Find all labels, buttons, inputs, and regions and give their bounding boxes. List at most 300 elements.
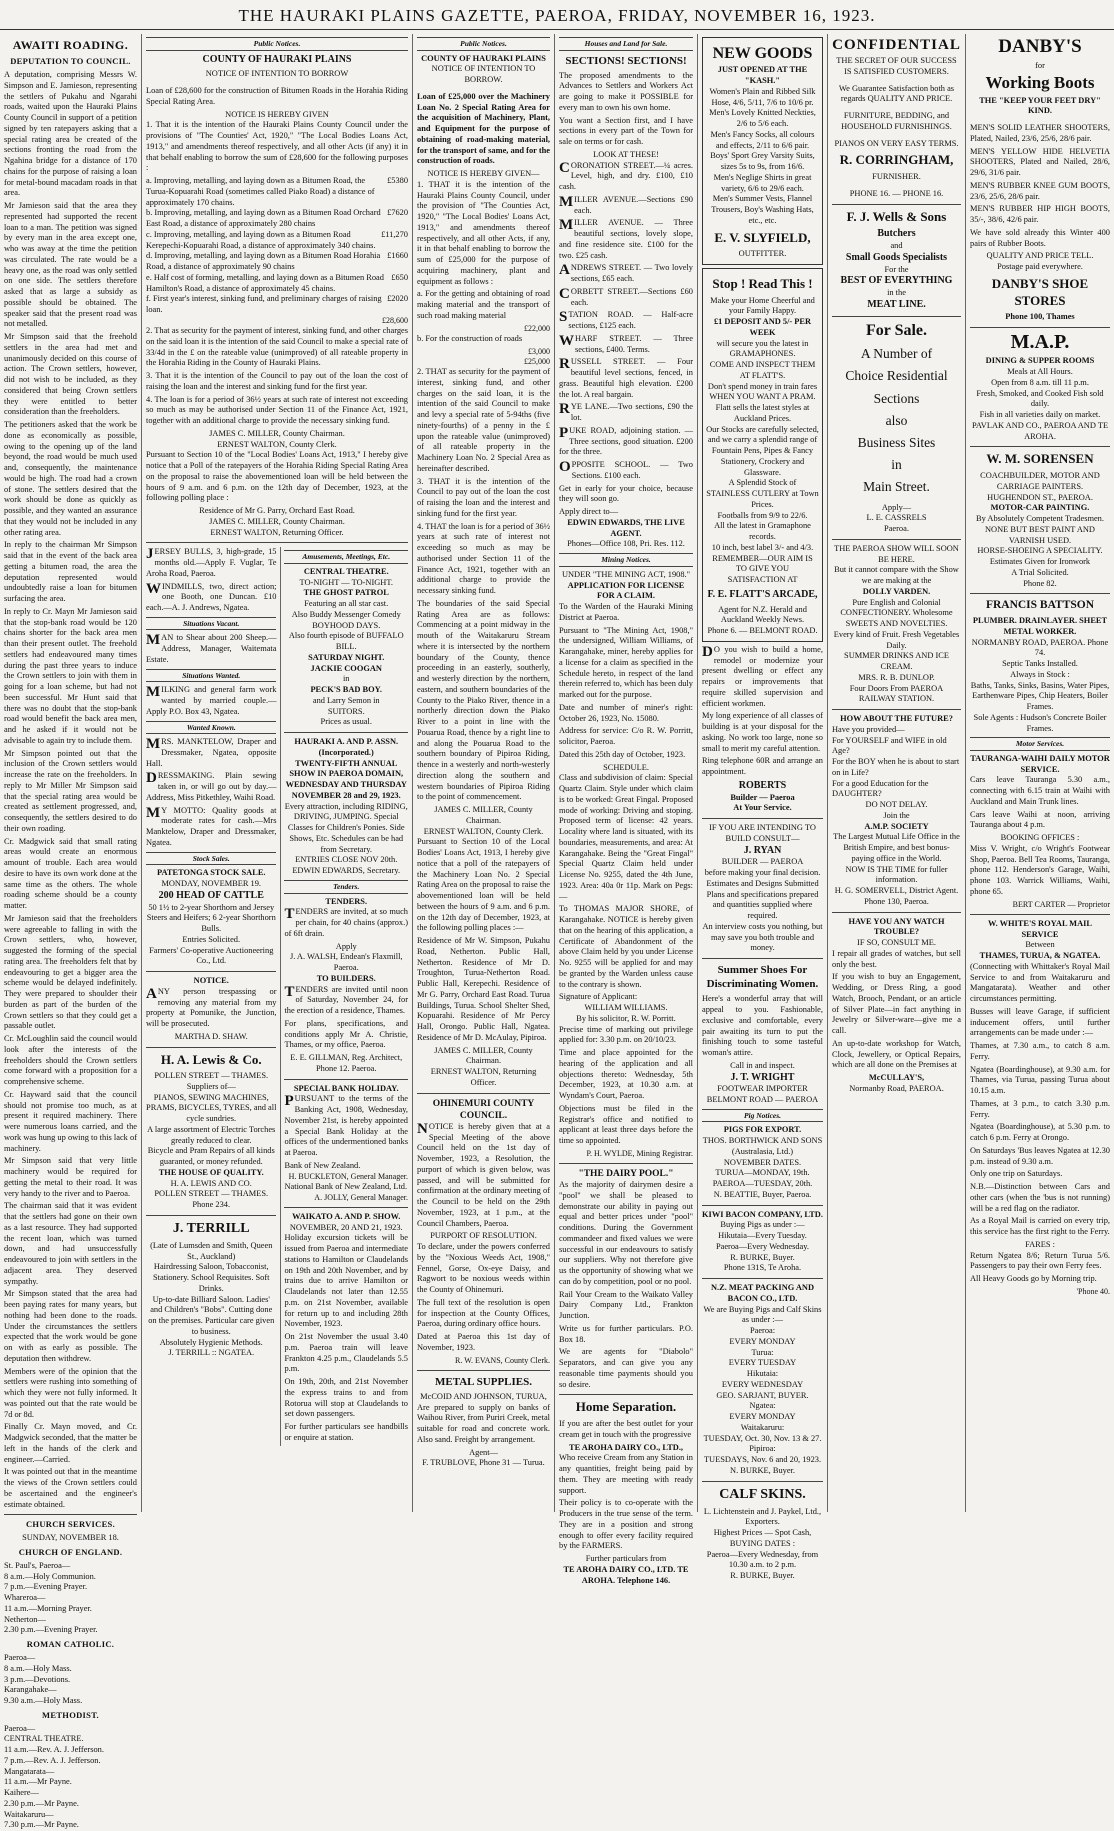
for-sale-line: A Number of	[860, 346, 933, 362]
loan-item-value: £650	[391, 272, 408, 282]
section-header: Situations Wanted.	[146, 669, 276, 683]
column-2	[141, 34, 412, 1512]
new-goods-item: Men's Fancy Socks, all colours and effects, 2/11 to 6/6 pair.	[710, 129, 815, 150]
confidential-text: THE SECRET OF OUR SUCCESS IS SATISFIED CUSTOMERS.	[836, 56, 957, 76]
loan-item-text: d. Improving, metalling, and laying down as a Bitumen Road Horahia Road, a distance of approximately 90 chains	[146, 251, 381, 272]
confidential-text: We Guarantee Satisfaction both as regards QUALITY AND PRICE.	[838, 83, 955, 104]
summer-shoes-text: Call in and inspect.	[730, 1060, 795, 1070]
pig-text: NOVEMBER DATES.	[723, 1157, 802, 1167]
builder-text: IF YOU ARE INTENDING TO BUILD CONSULT—	[709, 823, 816, 843]
dairy-pool-title: "THE DAIRY POOL."	[578, 1169, 674, 1179]
classified-ad: WINDMILLS, two, direct action; one Booth, one Duncan. £10 each.—A. J. Andrews, Ngatea.	[146, 580, 277, 613]
for-sale-apply: Apply—	[881, 502, 912, 512]
pig-export-title: PIGS FOR EXPORT.	[723, 1125, 802, 1135]
council-text: NOTICE is hereby given that at a Special Meeting of the above Council held on the 1st day of November, 1923, a Resolution, the purport of which is given below, was passed, and will be submitted for confirmation at the ordinary meeting of the Council to be held on the 29th November, 1923, at 1 p.m., at the Council Chambers, Paeroa.	[417, 1120, 550, 1228]
signature: JAMES C. MILLER, County Chairman.	[209, 516, 345, 526]
church-line: 9.30 a.m.—Holy Mass.	[4, 1696, 83, 1706]
stock-sale-lines: 50 1½ to 2-year Shorthorn and Jersey Steers and Heifers; 6 2-year Shorthorn Bulls.	[146, 902, 276, 934]
builder-text: DO you wish to build a home, remodel or modernize your present dwelling or effect any repairs or improvements that require skilled supervision and efficient workmen.	[702, 643, 823, 708]
dairy-pool-text: As the majority of dairymen desire a "pool" we shall be pleased to demonstrate our ability in paying out equal and better prices under "pool" conditions. During the Government commandeer and fixed values we were successful in our endeavours to satisfy our suppliers. Why not therefore give us the opportunity of showing what we can do by competition, pool or no pool.	[559, 1180, 693, 1286]
tender-title: TENDERS.	[325, 896, 368, 906]
nz-meat-title: N.Z. MEAT PACKING AND BACON CO., LTD.	[710, 1283, 815, 1303]
calf-text: R. BURKE, Buyer.	[730, 1571, 795, 1581]
metal-text: Agent—	[469, 1447, 498, 1457]
danby-stores: DANBY'S SHOE STORES	[991, 275, 1089, 308]
church-list	[4, 1724, 137, 1831]
mining-text: Date and number of miner's right: October 26, 1923, No. 15080.	[559, 702, 693, 723]
column-6	[827, 34, 965, 1512]
future-text: DO NOT DELAY.	[865, 800, 928, 810]
notice-text: ANY person trespassing or removing any material from my property at Pomunike, the Junction, will be prosecuted.	[146, 985, 277, 1029]
advertiser-address: POLLEN STREET — THAMES.	[154, 1071, 269, 1081]
calf-skins-title: CALF SKINS.	[719, 1486, 806, 1502]
loan-item-text: a. Improving, metalling, and laying down as a Bitumen Road, the Turua-Kopuarahi Road (sometimes called Piako Road) a distance of approximately 170 chains.	[146, 176, 375, 207]
battson-text: Baths, Tanks, Sinks, Basins, Water Pipes, Earthenware Pipes, Chip Heaters, Boiler Frames.	[970, 680, 1110, 712]
sections-text: You want a Section first, and I have sections in every part of the Town for sale on terms or for cash.	[559, 115, 693, 147]
dolly-varden-text: MRS. R. B. DUNLOP.	[858, 672, 935, 682]
signature: JAMES C. MILLER, County Chairman.	[434, 805, 533, 825]
home-separation-text: Who receive Cream from any Station in any quantities, freight being paid by them. They are meeting with ready support.	[559, 1453, 693, 1495]
mail-text: Only one trip on Saturdays.	[970, 1169, 1063, 1179]
stock-sale-entries: Entries Solicited.	[182, 934, 241, 944]
battson-text: NORMANBY ROAD, PAEROA. Phone 74.	[971, 637, 1109, 658]
battson-text: Septic Tanks Installed.	[1002, 659, 1078, 669]
church-date: SUNDAY, NOVEMBER 18.	[22, 1533, 119, 1543]
classified-ad: MY MOTTO: Quality goods at moderate rates for cash.—Mrs Manktelow, Draper and Dressmaker, Ngatea.	[146, 804, 277, 847]
loan-item	[146, 273, 408, 295]
future-text: For a good Education for the DAUGHTER?	[832, 778, 929, 799]
watch-title: HAVE YOU ANY WATCH TROUBLE?	[848, 916, 945, 937]
column-7	[965, 34, 1114, 1512]
home-separation-text: If you are after the best outlet for your cream get in touch with the progressive	[559, 1419, 693, 1439]
nz-meat-line: Pipiroa:	[749, 1444, 776, 1454]
map-text: Fresh, Smoked, and Cooked Fish sold daily.	[976, 388, 1104, 409]
mining-text: Dated this 25th day of October, 1923.	[559, 749, 686, 759]
mail-text: On Saturdays 'Bus leaves Ngatea at 12.30 p.m. instead of 9.30 a.m.	[970, 1145, 1110, 1166]
ad-text: Up-to-date Billiard Saloon. Ladies' and Children's "Bobs". Cutting done on the premises. Particular care given to business.	[148, 1294, 275, 1336]
new-goods-title: NEW GOODS	[712, 45, 813, 62]
butcher-text: and	[890, 240, 903, 250]
nz-meat-line: Paeroa:	[749, 1326, 776, 1336]
confidential-title: CONFIDENTIAL	[832, 37, 961, 53]
section-header: Public Notices.	[146, 37, 408, 51]
mining-text: Objections must be filed in the Registrar's office and notified to applicant at least three days before the time so appointed.	[559, 1103, 693, 1146]
calf-text: Highest Prices — Spot Cash,	[713, 1528, 812, 1538]
section-listing: WHARF STREET. — Three sections, £400. Terms.	[559, 332, 693, 354]
film-text: Also fourth episode of BUFFALO BILL.	[288, 631, 404, 652]
stop-text: COME AND INSPECT THEM AT FLATT'S.	[709, 360, 816, 380]
notice-para: 4. THAT the loan is for a period of 36½ years at such rate of interest not exceeding so much as may be authorised under Section 11 of the Finance Act, 1921, together with an additional charge to provide the necessary sinking fund.	[417, 521, 550, 596]
column-5	[697, 34, 827, 1581]
dolly-varden-title: DOLLY VARDEN.	[862, 586, 931, 596]
theatre-name: CENTRAL THEATRE.	[303, 566, 389, 576]
ad-text: Phone 234.	[192, 1200, 231, 1210]
for-sale-agent: Paeroa.	[884, 524, 909, 534]
outfitter-name: E. V. SLYFIELD,	[714, 229, 811, 245]
notice-para: 2. THAT as security for the payment of interest, sinking fund, and other charges on the said loan, it is the intention of the said Council to make and levy a special rate of 5-94ths (five ninety-fourths) of a penny in the £ upon the rateable value (unimproved) of all rateable property in the Machinery Loan No. 2 Special Area as hereinafter described.	[417, 367, 550, 473]
battson-title: FRANCIS BATTSON	[985, 599, 1095, 612]
film-text: Also Buddy Messenger Comedy BOYHOOD DAYS.	[291, 609, 401, 630]
film-title: PECK'S BAD BOY.	[310, 685, 383, 695]
tender-text: TENDERS are invited, at so much per chain, for 40 chains (approx.) of 6ft drain.	[284, 906, 408, 938]
council-signature: R. W. EVANS, County Clerk.	[455, 1355, 550, 1365]
church-line: Waitakaruru—	[4, 1809, 54, 1819]
danby-text: MEN'S RUBBER HIP HIGH BOOTS, 35/-, 38/6, 42/6 pair.	[970, 204, 1110, 225]
pig-text: Hikutaia—Every Tuesday.	[718, 1231, 807, 1241]
nz-meat-line: Ngatea:	[749, 1401, 776, 1411]
loan-item	[146, 251, 408, 273]
waikato-show-text: On 21st November the usual 3.40 p.m. Paeroa train will leave Frankton 4.25 p.m., Claudelands 5.5 p.m.	[284, 1332, 408, 1374]
section-listing: CORONATION STREET.—¼ acres. Level, high, and dry. £100, £10 cash.	[559, 159, 693, 192]
new-goods-sub: JUST OPENED AT THE "KASH."	[717, 65, 808, 86]
stop-text: A Splendid Stock of STAINLESS CUTLERY at Town Prices.	[706, 478, 819, 509]
article-title: AWAITI ROADING.	[12, 38, 129, 52]
column-4	[554, 34, 697, 1585]
builder-text: An interview costs you nothing, but may save you both trouble and money.	[702, 921, 823, 953]
motor-text: BOOKING OFFICES :	[1000, 833, 1080, 843]
section-listing: RYE LANE.—Two sections, £90 the lot.	[559, 401, 693, 423]
notice-signature: MARTHA D. SHAW.	[174, 1031, 248, 1041]
loan-item	[146, 230, 408, 252]
church-list	[4, 1561, 137, 1636]
loan-item-value: £22,000	[524, 323, 550, 333]
builder-text: Builder — Paeroa	[730, 792, 795, 802]
metal-text: F. TRUBLOVE, Phone 31 — Turua.	[422, 1458, 545, 1468]
for-sale-line: Sections	[873, 390, 920, 406]
calf-text: BUYING DATES :	[729, 1538, 796, 1548]
article-paragraph: Cr. McLoughlin said the council would look after the interests of the freeholders should the Crown settlers come forward with a proposition for a comprehensive scheme.	[4, 1034, 137, 1087]
waikato-show-text: Holiday excursion tickets will be issued from Paeroa and intermediate stations to Hamilton or Claudelands on 19th and 20th November, and by trains due to arrive Hamilton or Claudelands not later than 12.55 p.m. on 21st November, available for return up to and including 28th November, 1923.	[284, 1233, 408, 1329]
film-text: Featuring an all star cast.	[304, 599, 389, 609]
furnisher-label: FURNISHER.	[872, 172, 921, 182]
notice-para: Pursuant to Section 10 of the Local Bodies' Loans Act, 1913, I hereby give notice that a poll of the ratepayers of the Machinery Loan No. 2 Special Rating Area on the proposal to raise the abovementioned loan will be held between the hours of 9 a.m. and 6 p.m. on the 12th day of December, 1923, at the following polling places :—	[417, 837, 550, 933]
ad-text: J. TERRILL :: NGATEA.	[168, 1348, 255, 1358]
outfitter-label: OUTFITTER.	[738, 249, 787, 259]
future-text: For YOURSELF and WIFE in old Age?	[832, 735, 947, 756]
mail-text: Thames, at 3 p.m., to catch 3.30 p.m. Ferry.	[970, 1098, 1110, 1119]
section-header: Public Notices.	[417, 37, 550, 51]
loan-item: a. For the getting and obtaining of road making material and the transport of such road making material	[417, 289, 550, 320]
church-line: Mangatarata—	[4, 1766, 55, 1776]
pig-text: TURUA—MONDAY, 19th.	[715, 1168, 810, 1178]
butcher-name: F. J. Wells & Sons	[846, 208, 947, 224]
film-star: JACKIE COOGAN	[310, 663, 382, 673]
loan-item-text: e. Half cost of forming, metalling, and laying down as a Bitumen Road Hamilton's Road, a distance of approximately 45 chains.	[146, 272, 384, 293]
sections-list	[559, 161, 693, 482]
sorensen-text: Estimates Given for Ironwork	[989, 557, 1091, 567]
future-title: HOW ABOUT THE FUTURE?	[840, 714, 953, 724]
mining-act: UNDER "THE MINING ACT, 1908."	[561, 569, 691, 579]
loan-total: £25,000	[524, 356, 550, 366]
article-paragraph: Finally Cr. Mayn moved, and Cr. Madgwick seconded, that the matter be left in the hands of the clerk and engineer.—Carried.	[4, 1422, 137, 1464]
sorensen-text: MOTOR-CAR PAINTING.	[990, 503, 1090, 513]
bank-holiday-text: H. BUCKLETON, General Manager.	[288, 1171, 408, 1181]
for-sale-agent: L. E. CASSRELS	[866, 513, 927, 523]
stop-text: Footballs from 9/9 to 22/6.	[717, 510, 808, 520]
article-paragraph: Mr Jamieson said that the freeholders were agreeable to falling in with the Crown settlers, who, however, suggested the forming of the special rating area. The freeholders felt that by endeavouring to get a bigger area the scheme would be delayed indefinitely. They were prepared to shoulder their burden as part of the burden of the Crown settlers so that they could get a passable outlet.	[4, 913, 137, 1031]
loan-description: Loan of £25,000 over the Machinery Loan No. 2 Special Rating Area for the acquisition of Machinery, Plant, and Equipment for the purpose of obtaining of road-making material, for the transport of same, and for the construction of roads.	[417, 91, 550, 166]
sorensen-text: COACHBUILDER, MOTOR AND CARRIAGE PAINTERS. HUGHENDON ST., PAEROA.	[980, 471, 1100, 502]
waikato-show-text: For further particulars see handbills or enquire at station.	[284, 1422, 408, 1442]
butcher-text: Small Goods Specialists	[845, 251, 948, 263]
loan-item-value: £5380	[387, 176, 408, 186]
waikato-show-dates: NOVEMBER, 20 AND 21, 1923.	[289, 1222, 403, 1232]
bank-holiday-text: Bank of New Zealand.	[284, 1160, 361, 1170]
builder-text: before making your final decision.	[704, 868, 821, 878]
polling-place: Residence of Mr G. Parry, Orchard East Road.	[199, 506, 355, 516]
builder-name: J. RYAN	[743, 844, 782, 856]
classified-ad: JERSEY BULLS, 3, high-grade, 15 months old.—Apply F. Vuglar, Te Aroha Road, Paeroa.	[146, 546, 277, 578]
council-text: To declare, under the powers conferred by the "Noxious Weeds Act, 1908," Fennel, Gorse, Ox-eye Daisy, and Ragwort to be noxious weeds within the County of Ohinemuri.	[417, 1242, 550, 1295]
loan-item-value: £7620	[387, 208, 408, 218]
mail-service-title: W. WHITE'S ROYAL MAIL SERVICE	[988, 918, 1092, 939]
pig-text: Paeroa—Every Wednesday.	[715, 1241, 810, 1251]
sorensen-text: By Absolutely Competent Tradesmen.	[976, 514, 1104, 524]
for-sale-line: Main Street.	[863, 479, 930, 495]
classified-ad: DRESSMAKING. Plain sewing taken in, or will go out by day.—Address, Miss Pitkethley, Waihi Road.	[146, 770, 277, 802]
signature: ERNEST WALTON, County Clerk.	[217, 439, 337, 449]
section-listing: CORBETT STREET.—Sections £60 each.	[559, 285, 693, 307]
sorensen-text: Phone 82.	[1023, 578, 1057, 588]
pig-text: Buying Pigs as under :—	[720, 1220, 805, 1230]
nz-meat-line: EVERY WEDNESDAY	[721, 1379, 804, 1389]
notice-para: The boundaries of the said Special Rating Area are as follows: Commencing at a point midway in the mouth of the Waitakaruru Stream where it is intersected by the northern boundary of the County, thence proceeding in an easterly, southerly, and westerly direction by the northern, eastern, and southern boundaries of the County to the Piako River, thence in a northerly direction down the Piako River to a point in line with the Pouarua Road, thence by a right line to and along the Pouarua Road to the southern boundary of Pipiroa Riding, thence in a westerly and north-westerly direction along the southern and western boundaries of Pipiroa Riding to the point of commencement.	[417, 598, 550, 802]
article-paragraph: In reply to the chairman Mr Simpson said that in the event of the back area getting a bitumen road, the area the deputation represented would undoubtedly raise a loan for bitumen surfacing the area.	[4, 540, 137, 604]
for-sale-line: also	[885, 412, 908, 428]
church-line: Kaihere—	[4, 1788, 39, 1798]
new-goods-item: Boys' Sport Grey Varsity Suits, sizes 5s to 9s, from 16/6.	[710, 151, 815, 172]
section-header: Houses and Land for Sale.	[559, 37, 693, 51]
show-dates: WEDNESDAY AND THURSDAY NOVEMBER 28 and 29, 1923.	[285, 780, 407, 800]
loan-item-text: b. Improving, metalling, and laying down as a Bitumen Road Orchard East Road, a distance of approximately 280 chains	[146, 208, 381, 229]
builder-text: Estimates and Designs Submitted Plans and specifications prepared and quantities supplied where required.	[706, 878, 819, 921]
film-text: in	[342, 674, 350, 684]
article-paragraph: Mr Simpson said that very little machinery would be required for getting the metal to their road. It was very handy to the river and to Paeroa.	[4, 1156, 137, 1198]
film-text: SUITORS.	[327, 706, 365, 716]
ad-text: PIANOS, SEWING MACHINES, PRAMS, BICYCLES, TYRES, and all cycle sundries.	[146, 1092, 277, 1124]
section-header: Stock Sales.	[146, 852, 276, 866]
danby-text: We have sold already this Winter 400 pairs of Rubber Boots.	[970, 227, 1110, 248]
ad-text: Hairdressing Saloon, Tobacconist, Stationery. School Requisites. Soft Drinks.	[153, 1262, 270, 1293]
dolly-varden-text: SUMMER DRINKS AND ICE CREAM.	[844, 651, 949, 672]
church-line: 7 p.m.—Evening Prayer.	[4, 1582, 88, 1592]
article-subtitle: DEPUTATION TO COUNCIL.	[10, 56, 131, 67]
tender-text: For plans, specifications, and conditions apply Mr A. Christie, Thames, or my office, Paeroa.	[284, 1018, 408, 1050]
stop-text: will secure you the latest in GRAMAPHONES.	[716, 338, 809, 359]
map-text: PAVLAK AND CO., PAEROA AND TE AROHA.	[971, 420, 1109, 441]
danby-text: Postage paid everywhere.	[997, 262, 1083, 272]
pig-text: We are Buying Pigs and Calf Skins as under :—	[703, 1304, 822, 1325]
church-title: CHURCH SERVICES.	[25, 1519, 116, 1530]
butcher-text: For the	[884, 264, 909, 274]
danby-text: MEN'S SOLID LEATHER SHOOTERS, Plated, Nailed, 23/6, 25/6, 28/6 pair.	[970, 123, 1110, 143]
advertiser-name: H. A. Lewis & Co.	[160, 1051, 262, 1067]
ad-text: Absolutely Hygienic Methods.	[159, 1337, 263, 1347]
danby-text: MEN'S YELLOW HIDE HELVETIA SHOOTERS, Plated and Nailed, 28/6, 29/6, 31/6 pair.	[970, 146, 1110, 178]
tender-text: E. E. GILLMAN, Reg. Architect,	[290, 1053, 403, 1063]
council-title: OHINEMURI COUNTY COUNCIL.	[432, 1098, 535, 1121]
nz-meat-line: EVERY MONDAY	[729, 1412, 796, 1422]
agent-name: EDWIN EDWARDS, THE LIVE AGENT.	[567, 517, 685, 538]
nz-meat-line: Turua:	[751, 1347, 774, 1357]
church-heading: ROMAN CATHOLIC.	[26, 1639, 115, 1650]
loan-description: Loan of £28,600 for the construction of Bitumen Roads in the Horahia Riding Special Rating Area.	[146, 86, 408, 106]
furnisher-name: R. CORRINGHAM,	[839, 152, 954, 168]
shoe-seller-text: BELMONT ROAD — PAEROA	[706, 1095, 819, 1105]
bank-holiday-text: PURSUANT to the terms of the Banking Act, 1908, Wednesday, November 21st, is hereby appointed a Special Bank Holiday at the offices of the undermentioned banks at Paeroa.	[284, 1093, 408, 1158]
future-text: Have you provided—	[832, 724, 905, 734]
church-line: Paeroa—	[4, 1653, 36, 1663]
masthead: THE HAURAKI PLAINS GAZETTE, PAEROA, FRIDAY, NOVEMBER 16, 1923.	[0, 0, 1114, 30]
section-listing: STATION ROAD. — Half-acre sections, £125 each.	[559, 309, 693, 331]
new-goods-item: Men's Lovely Knitted Neckties, 2/6 to 5/6 each.	[709, 108, 816, 129]
notice-para: 3. THAT it is the intention of the Council to pay out of the loan the cost of raising the loan and the interest and sinking fund for the first year.	[417, 476, 550, 518]
mail-text: FARES :	[1025, 1239, 1055, 1249]
dolly-varden-text: Pure English and Colonial CONFECTIONERY. Wholesome SWEETS AND NOVELTIES.	[840, 597, 953, 629]
stock-sale-title: PATETONGA STOCK SALE.	[156, 868, 266, 878]
notice-para: 1. THAT it is the intention of the Hauraki Plains County Council, under the provision of "The Counties Act, 1920," "The Local Bodies' Loans Act, 1913," and amendments thereof respectively, and all other Acts, if any, it in that behalf enabling to borrow the sum of £25,000 for the purpose of acquiring machinery, plant and equipment as follows :	[417, 179, 550, 286]
loan-item-text: c. Improving, metalling, and laying down as a Bitumen Road Kerepechi-Kopuarahi Road, a distance of approximately 340 chains.	[146, 229, 376, 250]
mining-text: Address for service: C/o R. W. Porritt, solicitor, Paeroa.	[559, 726, 693, 747]
show-title: TWENTY-FIFTH ANNUAL SHOW IN PAEROA DOMAIN,	[289, 758, 404, 779]
article-paragraph: Cr. Hayward said that the council should not promise too much, as at present it required machinery. There were numerous loans carried, and the work was hung up owing to this lack of machinery.	[4, 1089, 137, 1153]
ad-text: POLLEN STREET — THAMES.	[154, 1189, 269, 1199]
mail-text: 'Phone 40.	[1076, 1286, 1110, 1296]
mining-text: Precise time of marking out privilege applied for: 3.30 p.m. on 20/10/23.	[559, 1024, 693, 1045]
stop-text: Make your Home Cheerful and your Family Happy.	[710, 295, 815, 316]
notice-para: 3. That it is the intention of the Council to pay out of the loan the cost of raising the loan and the interest and sinking fund for the first year.	[146, 371, 408, 391]
sections-text: Get in early for your choice, because they will soon go.	[559, 483, 693, 504]
pig-text: PAEROA—TUESDAY, 20th.	[712, 1179, 813, 1189]
church-line: 8 a.m.—Holy Communion.	[4, 1571, 96, 1581]
mail-text: All Heavy Goods go by Morning trip.	[970, 1274, 1097, 1284]
mail-text: Thames, at 7.30 a.m., to catch 8 a.m. Ferry.	[970, 1041, 1110, 1061]
notice-hereby: NOTICE IS HEREBY GIVEN	[225, 109, 329, 119]
flatt-name: F. E. FLATT'S ARCADE,	[707, 588, 818, 600]
section-listing: RUSSELL STREET. — Four beautiful level sections, fenced, in grass. Beautiful high elevation. £200 the lot. A real bargain.	[559, 356, 693, 399]
map-title: M.A.P.	[1010, 330, 1070, 353]
nz-meat-line: Waitakaruru:	[740, 1422, 785, 1432]
stop-text: Don't spend money in train fares WHEN YOU WANT A PRAM. Flatt sells the latest styles at Auckland Prices.	[707, 381, 818, 423]
amp-text: NOW IS THE TIME for fuller information.	[845, 864, 948, 885]
church-line: 11 a.m.—Rev. A. J. Jefferson.	[4, 1745, 104, 1755]
church-line: 11 a.m.—Morning Prayer.	[4, 1603, 92, 1613]
article-paragraph: Mr Simpson said that the freehold settlers in the area had met and unanimously decided on this course of action. The Crown settlers, however, did not wish to be included, as they considered that being Crown settlers they were entitled to better consideration than the freeholders.	[4, 332, 137, 417]
church-line: 7 p.m.—Rev. A. J. Jefferson.	[4, 1755, 101, 1765]
article-paragraph: A deputation, comprising Messrs W. Simpson and E. Jamieson, representing the settlers of Pukahu and Ngarahi roads, waited upon the Hauraki Plains County Council in support of a petition signed by ten ratepayers asking that a special rating area be created of the sections fronting the road from the Ngahina bridge for a distance of 170 chains for the purpose of raising a loan for metal-bound macadam roads in that area.	[4, 70, 137, 198]
metal-text: Are prepared to supply on banks of Waihou River, from Puriri Creek, metal suitable for road and concrete work. Also sand. Freight by arrangement.	[417, 1402, 550, 1444]
article-paragraph: Mr Simpson stated that the area had been paying rates for many years, but nothing had been done to the roads. Under the circumstances the settlers expected that the work would be gone on with as early as possible. The deputation then withdrew.	[4, 1289, 137, 1363]
future-text: For the BOY when he is about to start on in Life?	[832, 757, 960, 777]
bank-holiday-text: A. JOLLY, General Manager.	[314, 1192, 408, 1202]
summer-shoes-text: Here's a wonderful array that will appeal to you. Fashionable, exclusive and comfortable, every pair awaiting its turn to put the finishing touch to some tasteful woman's attire.	[702, 994, 823, 1058]
calf-text: L. Lichtenstein and J. Paykel, Ltd., Exporters.	[703, 1506, 822, 1527]
advertiser-name: J. TERRILL	[172, 1220, 250, 1236]
watch-text: If you wish to buy an Engagement, Wedding, or Dress Ring, a good Watch, Brooch, Pendant, or an article of Silver Plate—in fact anything in Jewelry or Silver-ware—give me a call.	[832, 972, 961, 1036]
theatre-tonight: TO-NIGHT — TO-NIGHT.	[299, 577, 393, 587]
church-line: Paeroa—	[4, 1723, 36, 1733]
section-listing: MILLER AVENUE. — Three beautiful sections, lovely slope, and fine residence site. £100 for the two. £25 cash.	[559, 217, 693, 260]
waikato-show-text: On 19th, 20th, and 21st November the express trains to and from Rotorua will stop at Claudelands to set down passengers.	[284, 1377, 408, 1419]
metal-firm: McCOID AND JOHNSON, TURUA,	[420, 1391, 547, 1401]
stop-text: All the latest in Gramaphone records.	[714, 521, 811, 542]
danby-title: Working Boots	[985, 73, 1095, 93]
bank-holiday-title: SPECIAL BANK HOLIDAY.	[293, 1083, 399, 1093]
church-line: St. Paul's, Paeroa—	[4, 1560, 71, 1570]
mining-text: To THOMAS MAJOR SHORE, of Karangahake. NOTICE is hereby given that on the hearing of this application, a Certificate of Abandonment of the above Claim held by you under License No. 9255 will be applied for and may be granted by the Warden unless cause to the contrary is shown.	[559, 904, 693, 989]
home-separation-title: Home Separation.	[575, 1399, 677, 1415]
notice-para: 1. That it is the intention of the Hauraki Plains County Council under the provisions of "The Counties' Act, 1920," "The Local Bodies Loans Act, 1913," and amendments thereof respectively, and all other Acts (if any) it in that behalf enabling to borrow the sum of £28,600 for the following purposes :	[146, 120, 408, 173]
mining-schedule: SCHEDULE.	[603, 762, 649, 772]
column-1	[0, 34, 141, 1830]
new-goods-item: Men's Neglige Shirts in great variety, 6/6 to 29/6 each.	[713, 172, 812, 193]
film-text: Prices as usual.	[320, 717, 372, 727]
church-list	[4, 1653, 137, 1707]
dolly-varden-text: Four Doors From PAEROA RAILWAY STATION.	[849, 683, 944, 704]
kiwi-bacon-title: KIWI BACON COMPANY, LTD.	[702, 1209, 823, 1219]
section-header: Motor Services.	[970, 737, 1110, 751]
loan-item-text: f. First year's interest, sinking fund, and preliminary charges of raising loan.	[146, 294, 382, 315]
article-paragraph: The chairman said that it was evident that the settlers had gone on their own as a last resource. They had supported the recent loan, which was turned down, and had unsuccessfully endeavoured to join with settlers in the adjacent area. They deserved sympathy.	[4, 1201, 137, 1286]
flatt-text: Agent for N.Z. Herald and Auckland Weekly News.	[718, 604, 807, 625]
church-line: CENTRAL THEATRE.	[4, 1734, 84, 1744]
dairy-company: TE AROHA DAIRY CO., LTD.,	[568, 1442, 684, 1452]
loan-item	[146, 294, 408, 316]
loan-item-value: £2020	[387, 294, 408, 304]
for-sale-title: For Sale.	[865, 321, 928, 339]
danby-text: QUALITY AND PRICE TELL.	[986, 251, 1094, 261]
article-body	[4, 70, 137, 1510]
danby-text: MEN'S RUBBER KNEE GUM BOOTS, 23/6, 25/6, 28/6 pair.	[970, 180, 1110, 201]
waikato-show-title: WAIKATO A. AND P. SHOW.	[292, 1211, 401, 1221]
new-goods-item: Women's Plain and Ribbed Silk Hose, 4/6, 5/11, 7/6 to 10/6 pr.	[709, 86, 816, 107]
church-line: Karangahake—	[4, 1685, 57, 1695]
signature: ERNEST WALTON, County Clerk.	[423, 826, 544, 836]
summer-shoes-title: Summer Shoes For Discriminating Women.	[706, 964, 819, 991]
mail-text: As a Royal Mail is carried on every trip, this service has the first right to the Ferry.	[970, 1216, 1110, 1237]
notice-title: COUNTY OF HAURAKI PLAINS	[202, 53, 352, 65]
nz-meat-line: EVERY MONDAY	[729, 1336, 796, 1346]
film-title: THE GHOST PATROL	[303, 588, 389, 598]
article-paragraph: Members were of the opinion that the settlers were rushing into something of which they were not fully informed. It was pointed out that the rate would be 7d or 8d.	[4, 1366, 137, 1419]
for-sale-line: in	[891, 457, 902, 473]
map-text: Open from 8 a.m. till 11 p.m.	[991, 377, 1089, 387]
builder-text: Ring telephone 60R and arrange an appointment.	[702, 756, 823, 777]
dolly-varden-text: Every kind of Fruit. Fresh Vegetables Daily.	[833, 629, 960, 650]
stock-sale-date: MONDAY, NOVEMBER 19.	[161, 879, 262, 888]
motor-text: Cars leave Waihi at noon, arriving Tauranga about 4 p.m.	[970, 809, 1110, 830]
stock-sale-head: 200 HEAD OF CATTLE	[158, 889, 264, 901]
film-text: and Larry Semon in	[312, 695, 380, 705]
sections-look: LOOK AT THESE!	[593, 149, 659, 159]
dairy-pool-text: Rail Your Cream to the Waikato Valley Dairy Company Ltd., Frankton Junction.	[559, 1289, 693, 1321]
mail-text: Return Ngatea 8/6; Return Turua 5/6. Passengers to pay their own Ferry fees.	[970, 1250, 1110, 1271]
pig-text: Phone 131S, Te Aroha.	[723, 1263, 802, 1273]
butcher-text: BEST OF EVERYTHING	[840, 275, 953, 287]
confidential-text: FURNITURE, BEDDING, and HOUSEHOLD FURNISHINGS.	[841, 111, 952, 131]
ad-text: H. A. LEWIS AND CO.	[170, 1178, 252, 1188]
for-sale-line: Choice Residential	[845, 368, 948, 384]
builder-name: ROBERTS	[738, 779, 787, 791]
ad-heading: THE HOUSE OF QUALITY.	[158, 1167, 264, 1177]
sections-title: SECTIONS! SECTIONS!	[565, 54, 687, 67]
sections-text: The proposed amendments to the Advances to Settlers and Workers Act are going to make it POSSIBLE for every man to own his own home.	[559, 70, 693, 112]
motor-text: Miss V. Wright, c/o Wright's Footwear Shop, Paeroa. Bell Tea Rooms, Tauranga, phone 112. Henderson's Garage, Waihi, phone 103. Warrick Williams, Waihi, phone 65.	[970, 843, 1110, 896]
sorensen-title: W. M. SORENSEN	[986, 451, 1094, 467]
sorensen-text: NONE BUT BEST PAINT AND VARNISH USED.	[985, 524, 1095, 545]
ad-text: A large assortment of Electric Torches greatly reduced to clear.	[147, 1124, 276, 1145]
loan-item-value: £3,000	[528, 346, 550, 356]
